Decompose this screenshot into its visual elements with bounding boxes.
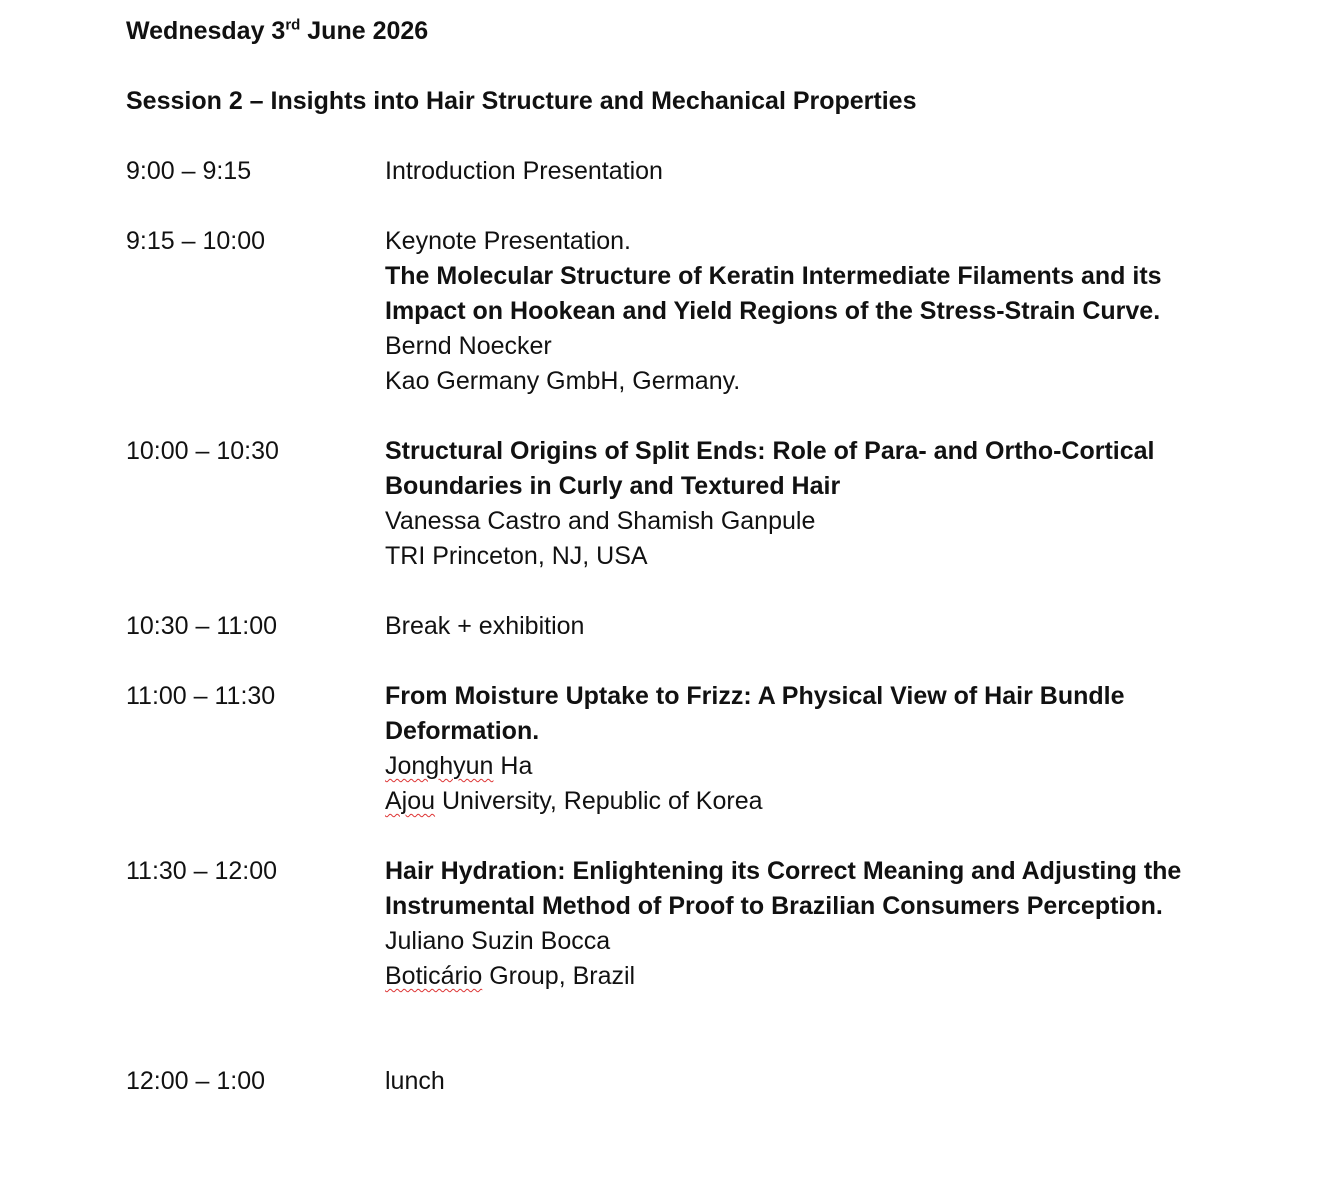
speaker-affiliation: Kao Germany GmbH, Germany. [385, 367, 741, 395]
schedule-row [126, 609, 1216, 644]
session-title: Session 2 – Insights into Hair Structure and Mechanical Properties [126, 87, 917, 115]
time-slot: 10:00 – 10:30 [126, 437, 279, 465]
session-label: Keynote Presentation. [385, 227, 631, 255]
schedule-row [126, 854, 1216, 994]
speaker-affiliation: TRI Princeton, NJ, USA [385, 542, 648, 570]
date-day-suffix: rd [285, 16, 301, 34]
spellcheck-word: Jonghyun [385, 752, 494, 780]
schedule-row [126, 154, 1216, 189]
document-page [126, 14, 1216, 1134]
session-content [385, 679, 1205, 819]
talk-title: From Moisture Uptake to Frizz: A Physical View of Hair Bundle Deformation. [385, 682, 1125, 745]
date-day: Wednesday 3 [126, 17, 286, 45]
spellcheck-word: Boticário [385, 962, 483, 990]
schedule-row [126, 679, 1216, 819]
speaker-affiliation [385, 959, 1205, 994]
speaker-affiliation [385, 784, 1205, 819]
schedule-row [126, 224, 1216, 399]
time-slot: 10:30 – 11:00 [126, 612, 278, 640]
schedule-row [126, 1064, 1216, 1099]
session-content [385, 154, 1205, 189]
affiliation-rest: University, Republic of Korea [435, 787, 763, 815]
talk-title: Structural Origins of Split Ends: Role of Para- and Ortho-Cortical Boundaries in Curly and Textured Hair [385, 437, 1155, 500]
spellcheck-word: Ajou [385, 787, 436, 815]
time-slot: 11:30 – 12:00 [126, 857, 278, 885]
speaker-name: Bernd Noecker [385, 332, 552, 360]
schedule-row [126, 434, 1216, 574]
date-month-year: June 2026 [300, 17, 429, 45]
speaker-name: Vanessa Castro and Shamish Ganpule [385, 507, 816, 535]
date-heading [126, 14, 1216, 49]
session-content [385, 854, 1205, 994]
speaker-name: Juliano Suzin Bocca [385, 927, 611, 955]
talk-title: Hair Hydration: Enlightening its Correct Meaning and Adjusting the Instrumental Method of Proof to Brazilian Consumers Perception. [385, 857, 1182, 920]
time-slot: 11:00 – 11:30 [126, 682, 276, 710]
speaker-name-rest: Ha [493, 752, 533, 780]
session-content [385, 434, 1205, 574]
session-label: Introduction Presentation [385, 157, 663, 185]
session-label: lunch [385, 1067, 445, 1095]
time-slot: 9:00 – 9:15 [126, 157, 252, 185]
schedule [126, 154, 1216, 1099]
session-content [385, 224, 1205, 399]
talk-title: The Molecular Structure of Keratin Intermediate Filaments and its Impact on Hookean and Yield Regions of the Stress-Strain Curve. [385, 262, 1162, 325]
session-content [385, 1064, 1205, 1099]
time-slot: 9:15 – 10:00 [126, 227, 266, 255]
affiliation-rest: Group, Brazil [482, 962, 636, 990]
session-content [385, 609, 1205, 644]
session-label: Break + exhibition [385, 612, 585, 640]
speaker-name [385, 749, 1205, 784]
time-slot: 12:00 – 1:00 [126, 1067, 266, 1095]
